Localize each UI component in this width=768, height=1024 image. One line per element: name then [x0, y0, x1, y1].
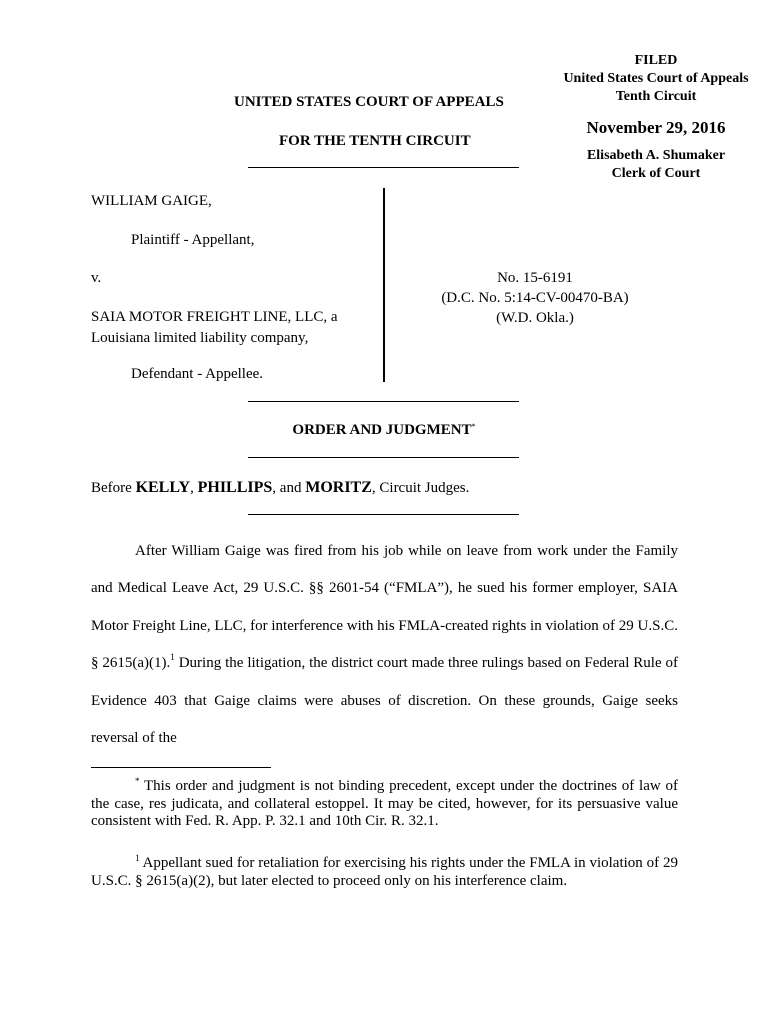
case-numbers [420, 268, 650, 328]
title-text: ORDER AND JUDGMENT [292, 422, 472, 438]
body-text-part-2: During the litigation, the district court made three rulings based on Federal Rule of Evidence 403 that Gaige claims were abuses of discretion. On these grounds, Gaige seeks reversal of the [91, 655, 679, 747]
plaintiff-name: WILLIAM GAIGE, [91, 193, 212, 209]
district-case-number: (D.C. No. 5:14-CV-00470-BA) [441, 290, 629, 306]
filed-circuit: Tenth Circuit [615, 89, 697, 104]
versus: v. [91, 270, 102, 286]
footnote-star [91, 778, 678, 831]
district-court: (W.D. Okla.) [496, 310, 574, 326]
footnote-star-mark: * [135, 776, 140, 786]
panel-rule [248, 514, 519, 515]
filed-court: United States Court of Appeals [563, 71, 749, 86]
heading-rule [248, 167, 519, 168]
body-paragraph [91, 533, 678, 757]
footnote-1-mark: 1 [135, 853, 140, 863]
panel-separator: , and [272, 480, 306, 496]
court-circuit: FOR THE TENTH CIRCUIT [279, 133, 471, 149]
document-title [234, 422, 534, 439]
panel-suffix: , Circuit Judges. [371, 480, 470, 496]
court-name: UNITED STATES COURT OF APPEALS [234, 94, 504, 110]
defendant-name [91, 307, 338, 349]
caption-rule [248, 401, 519, 402]
body-text-part-1: After William Gaige was fired from his job while on leave from work under the Family and Medical Leave Act, 29 U.S.C. §§ 2601-54 (“FMLA”), he sued his former employer, SAIA Motor Freight Line, LLC, for interference with his FMLA-created rights in violation of 29 U.S.C. § 2615(a)(1). [91, 543, 678, 672]
defendant-line-1: SAIA MOTOR FREIGHT LINE, LLC, a [91, 309, 338, 325]
footnote-ref-1: 1 [170, 652, 175, 663]
body-text [91, 533, 678, 757]
filed-label: FILED [634, 53, 678, 68]
title-footnote-mark: * [471, 422, 476, 431]
panel-line [91, 479, 469, 497]
case-number: No. 15-6191 [497, 270, 573, 286]
judge-kelly: KELLY [135, 479, 191, 496]
title-rule [248, 457, 519, 458]
plaintiff-role: Plaintiff - Appellant, [131, 232, 255, 248]
judge-moritz: MORITZ [305, 479, 372, 496]
caption-divider [383, 188, 385, 382]
clerk-title: Clerk of Court [611, 166, 701, 181]
filed-stamp [548, 52, 764, 183]
judge-phillips: PHILLIPS [197, 479, 273, 496]
footnote-star-text: This order and judgment is not binding precedent, except under the doctrines of law of the case, res judicata, and collateral estoppel. It may be cited, however, for its persuasive value consistent with Fed. R. App. P. 32.1 and 10th Cir. R. 32.1. [91, 778, 678, 830]
filed-date: November 29, 2016 [586, 118, 726, 137]
footnote-1 [91, 855, 678, 890]
defendant-role: Defendant - Appellee. [131, 366, 264, 382]
clerk-name: Elisabeth A. Shumaker [586, 148, 726, 163]
footnote-rule [91, 767, 271, 768]
footnote-1-text: Appellant sued for retaliation for exercising his rights under the FMLA in violation of 29 U.S.C. § 2615(a)(2), but later elected to proceed only on his interference claim. [91, 855, 678, 889]
panel-separator: , [190, 480, 198, 496]
defendant-line-2: Louisiana limited liability company, [91, 330, 309, 346]
panel-prefix: Before [91, 480, 136, 496]
